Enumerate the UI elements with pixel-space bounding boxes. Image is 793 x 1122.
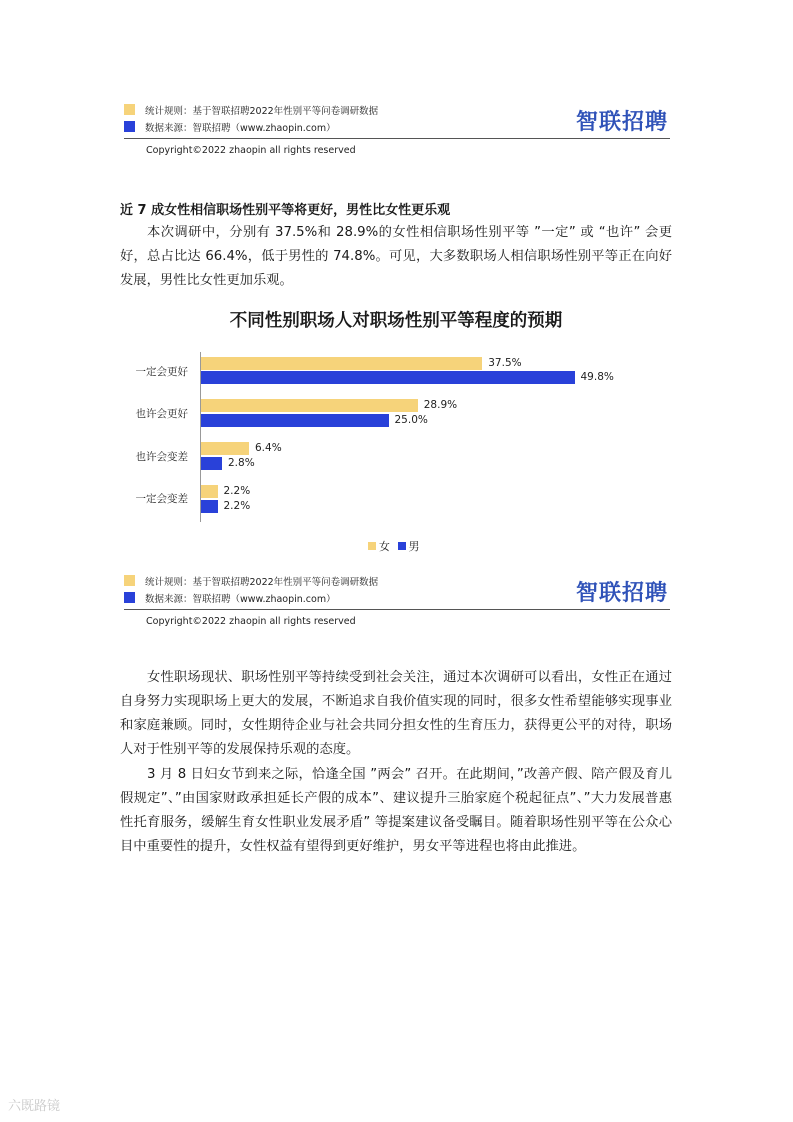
category-label: 一定会更好: [135, 366, 188, 378]
watermark: 六既路镜: [8, 1099, 61, 1114]
category-label: 也许会更好: [135, 408, 188, 420]
value-label-male-3: 2.2%: [223, 500, 251, 512]
blue-square-icon: [124, 121, 135, 132]
legend-female-label: 女: [379, 540, 390, 553]
copyright-text: Copyright©2022 zhaopin all rights reserved: [146, 145, 356, 156]
chart-legend: [368, 538, 420, 554]
yellow-square-icon: [124, 575, 135, 586]
zhaopin-logo: 智联招聘: [575, 110, 668, 135]
legend-male-label: 男: [408, 540, 420, 553]
data-source-line: [124, 592, 336, 606]
bar-female-2: [201, 442, 249, 455]
yellow-square-icon: [124, 104, 135, 115]
source-block-top: [124, 101, 670, 171]
bar-male-0: [201, 371, 575, 384]
paragraph-womens-day: 3 月 8 日妇女节到来之际，恰逢全国 ”两会” 召开。在此期间，”改善产假、陪产假及育儿假规定”、”由国家财政承担延长产假的成本”、建议提升三胎家庭个税起征点”、”大力发展普惠性托育服务，缓解生育女性职业发展矛盾” 等提案建议备受瞩目。随着职场性别平等在公众心目中重要性的提升，女性权益有望得到更好维护，男女平等进程也将由此推进。: [120, 767, 672, 854]
value-label-female-1: 28.9%: [423, 399, 458, 411]
chart-title: 不同性别职场人对职场性别平等程度的预期: [229, 311, 563, 331]
value-label-male-1: 25.0%: [394, 414, 428, 426]
category-label: 也许会变差: [135, 451, 188, 463]
stat-rule-text: 统计规则：基于智联招聘2022年性别平等问卷调研数据: [145, 577, 379, 588]
bar-male-2: [201, 457, 222, 470]
copyright-text: Copyright©2022 zhaopin all rights reserved: [146, 616, 356, 627]
blue-square-icon: [124, 592, 135, 603]
divider: [124, 138, 670, 139]
bar-female-1: [201, 399, 418, 412]
value-label-male-0: 49.8%: [580, 371, 614, 383]
value-label-male-2: 2.8%: [228, 457, 255, 469]
data-source-text: 数据来源：智联招聘（www.zhaopin.com）: [145, 123, 336, 134]
zhaopin-logo: 智联招聘: [575, 581, 668, 606]
paragraph-intro: 本次调研中，分别有 37.5%和 28.9%的女性相信职场性别平等 ”一定” 或 “也许” 会更好，总占比达 66.4%，低于男性的 74.8%。可见，大多数职场人相信职场性别平等正在向好发展，男性比女性更加乐观。: [120, 225, 672, 288]
stat-rule-text: 统计规则：基于智联招聘2022年性别平等问卷调研数据: [145, 106, 379, 117]
data-source-line: [124, 121, 336, 135]
value-label-female-3: 2.2%: [223, 485, 251, 497]
value-label-female-0: 37.5%: [488, 357, 522, 369]
bar-female-0: [201, 357, 482, 370]
category-label: 一定会变差: [135, 493, 188, 505]
source-block-bottom: [124, 572, 670, 642]
divider: [124, 609, 670, 610]
bar-male-3: [201, 500, 218, 513]
bar-female-3: [201, 485, 218, 498]
stat-rule-line: [124, 575, 378, 589]
value-label-female-2: 6.4%: [255, 442, 282, 454]
bar-male-1: [201, 414, 389, 427]
section-heading: 近 7 成女性相信职场性别平等将更好，男性比女性更乐观: [120, 203, 451, 218]
data-source-text: 数据来源：智联招聘（www.zhaopin.com）: [145, 594, 336, 605]
paragraph-summary: 女性职场现状、职场性别平等持续受到社会关注，通过本次调研可以看出，女性正在通过自身努力实现职场上更大的发展，不断追求自我价值实现的同时，很多女性希望能够实现事业和家庭兼顾。同时，女性期待企业与社会共同分担女性的生育压力，获得更公平的对待，职场人对于性别平等的发展保持乐观的态度。: [120, 670, 672, 757]
stat-rule-line: [124, 104, 378, 118]
legend-male-swatch: [398, 542, 406, 550]
legend-female-swatch: [368, 542, 376, 550]
